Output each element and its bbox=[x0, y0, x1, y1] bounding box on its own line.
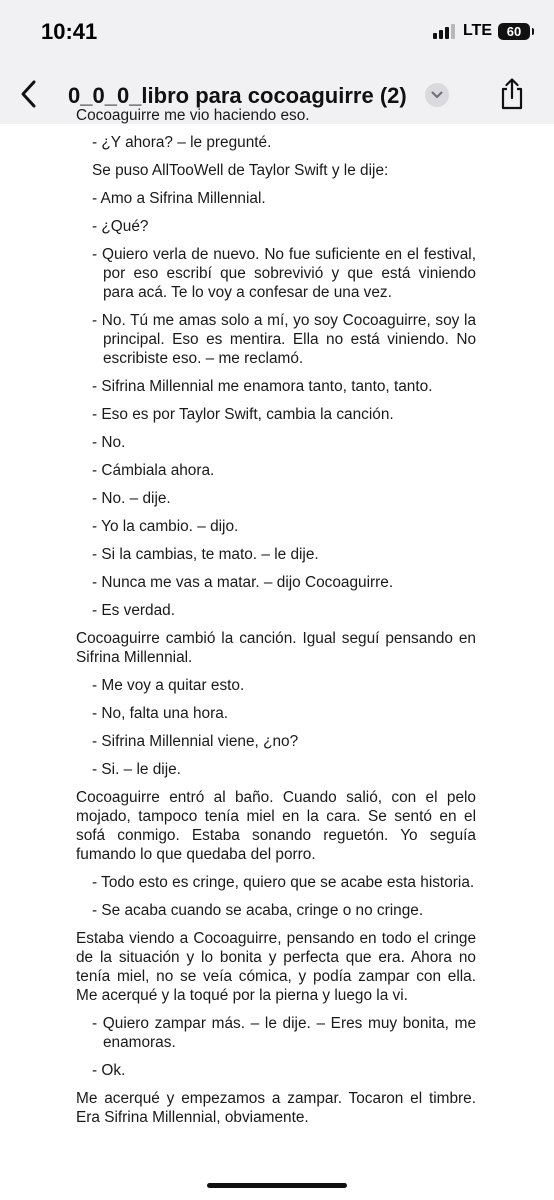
signal-strength-icon bbox=[433, 23, 455, 39]
paragraph: - Sifrina Millennial viene, ¿no? bbox=[92, 733, 299, 750]
share-button[interactable] bbox=[496, 72, 528, 116]
status-time: 10:41 bbox=[41, 19, 98, 44]
paragraph: - Cámbiala ahora. bbox=[92, 462, 215, 479]
paragraph: - No. Tú me amas solo a mí, yo soy Cocoaguirre, soy la principal. Eso es mentira. Ella no está viniendo. No escribiste eso. – me reclamó. bbox=[92, 312, 476, 367]
paragraph: - Eso es por Taylor Swift, cambia la canción. bbox=[92, 406, 394, 423]
paragraph: Cocoaguirre cambió la canción. Igual seguí pensando en Sifrina Millennial. bbox=[76, 630, 476, 666]
paragraph: - Es verdad. bbox=[92, 602, 175, 619]
paragraph: - No, falta una hora. bbox=[92, 705, 229, 722]
paragraph: - No. bbox=[92, 434, 126, 451]
status-bar bbox=[0, 0, 554, 66]
paragraph: - Todo esto es cringe, quiero que se acabe esta historia. bbox=[92, 874, 475, 891]
paragraph: - Yo la cambio. – dijo. bbox=[92, 518, 239, 535]
battery-icon bbox=[498, 23, 530, 40]
paragraph: - Me voy a quitar esto. bbox=[92, 677, 245, 694]
paragraph: - Ok. bbox=[92, 1062, 126, 1079]
document-body bbox=[76, 106, 476, 1136]
paragraph: - Quiero zampar más. – le dije. – Eres muy bonita, me enamoras. bbox=[92, 1015, 476, 1051]
paragraph: - Quiero verla de nuevo. No fue suficiente en el festival, por eso escribí que sobrevivió y que está viniendo para acá. Te lo voy a confesar de una vez. bbox=[92, 246, 476, 301]
network-type: LTE bbox=[462, 22, 492, 39]
paragraph: - Amo a Sifrina Millennial. bbox=[92, 190, 266, 207]
back-button[interactable] bbox=[12, 74, 44, 114]
paragraph: - Se acaba cuando se acaba, cringe o no cringe. bbox=[92, 902, 424, 919]
paragraph: - Sifrina Millennial me enamora tanto, tanto, tanto. bbox=[92, 378, 433, 395]
chevron-down-icon bbox=[431, 91, 443, 99]
paragraph: Cocoaguirre me vio haciendo eso. bbox=[76, 107, 310, 124]
share-icon bbox=[498, 77, 526, 111]
paragraph: - Si. – le dije. bbox=[92, 761, 181, 778]
paragraph: Estaba viendo a Cocoaguirre, pensando en todo el cringe de la situación y lo bonita y perfecta que era. Ahora no tenía miel, no se veía cómica, y podía zampar con ella. Me acerqué y la toqué por la pierna y luego la vi. bbox=[76, 930, 476, 1004]
paragraph: - ¿Y ahora? – le pregunté. bbox=[92, 134, 272, 151]
battery-level: 60 bbox=[506, 23, 522, 39]
home-indicator[interactable] bbox=[207, 1183, 347, 1188]
paragraph: - Si la cambias, te mato. – le dije. bbox=[92, 546, 319, 563]
title-menu-button[interactable] bbox=[425, 83, 449, 107]
status-indicators bbox=[433, 22, 530, 40]
paragraph: - ¿Qué? bbox=[92, 218, 149, 235]
chevron-left-icon bbox=[19, 79, 37, 109]
paragraph: - No. – dije. bbox=[92, 490, 171, 507]
paragraph: Se puso AllTooWell de Taylor Swift y le dije: bbox=[92, 162, 389, 179]
document-title[interactable]: 0_0_0_libro para cocoaguirre (2) bbox=[68, 83, 407, 108]
paragraph: Cocoaguirre entró al baño. Cuando salió, con el pelo mojado, tampoco tenía miel en la cara. Se sentó en el sofá conmigo. Estaba sonando reguetón. Yo seguía fumando lo que quedaba del porro. bbox=[76, 789, 476, 863]
paragraph: - Nunca me vas a matar. – dijo Cocoaguirre. bbox=[92, 574, 394, 591]
document-page[interactable] bbox=[0, 107, 554, 1200]
paragraph: Me acerqué y empezamos a zampar. Tocaron el timbre. Era Sifrina Millennial, obviamente. bbox=[76, 1090, 476, 1126]
